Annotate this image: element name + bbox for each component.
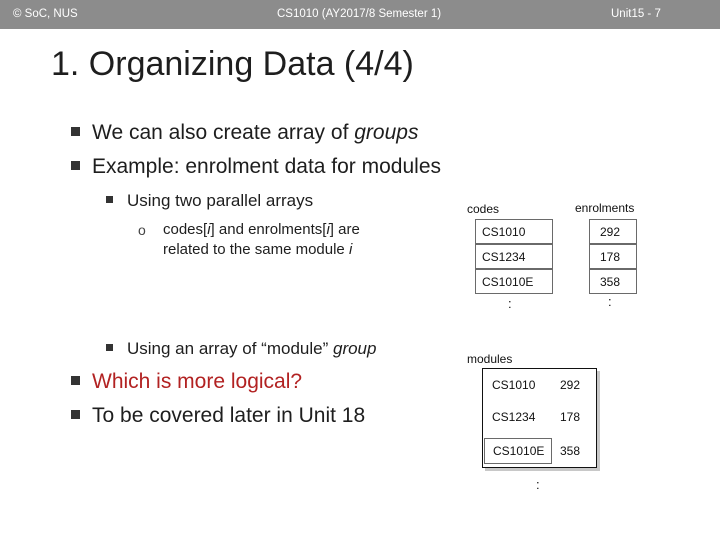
bullet-array-of-groups <box>71 121 418 145</box>
bullet-emphasis: groups <box>354 121 419 144</box>
bullet-text: Which is more logical? <box>92 370 303 393</box>
modules-code-2: CS1010E <box>484 438 552 464</box>
codes-cell-2: CS1010E <box>475 269 553 294</box>
copyright-text: © SoC, NUS <box>13 8 78 20</box>
square-bullet-icon <box>71 127 80 136</box>
modules-code-0: CS1010 <box>492 378 536 392</box>
square-bullet-icon <box>106 344 113 351</box>
square-bullet-icon <box>71 410 80 419</box>
bullet-example <box>71 155 441 179</box>
enrolments-cell-1: 178 <box>589 244 637 269</box>
modules-enrolment-2: 358 <box>560 444 581 458</box>
bullet-covered-later <box>71 404 365 428</box>
enrolments-cell-2: 358 <box>589 269 637 294</box>
slide-title: 1. Organizing Data (4/4) <box>51 45 414 83</box>
square-bullet-icon <box>71 161 80 170</box>
square-bullet-icon <box>106 196 113 203</box>
codes-ellipsis: : <box>508 296 512 311</box>
modules-enrolment-0: 292 <box>560 378 581 392</box>
enrolments-cell-0: 292 <box>589 219 637 244</box>
modules-array-label: modules <box>467 352 513 366</box>
modules-ellipsis: : <box>536 477 540 492</box>
codes-array-label: codes <box>467 202 500 216</box>
course-text: CS1010 (AY2017/8 Semester 1) <box>277 8 442 20</box>
codes-cell-0: CS1010 <box>475 219 553 244</box>
enrolments-ellipsis: : <box>608 294 612 309</box>
bullet-text: Using an array of “module” <box>127 339 333 358</box>
sub-bullet-related <box>138 220 360 260</box>
bullet-text: Using two parallel arrays <box>127 191 314 210</box>
codes-cell-1: CS1234 <box>475 244 553 269</box>
bullet-text: We can also create array of <box>92 121 355 144</box>
header-bar <box>0 0 720 29</box>
slide-number: Unit15 - 7 <box>611 8 661 20</box>
modules-code-1: CS1234 <box>492 410 536 424</box>
bullet-module-group <box>106 339 376 359</box>
bullet-emphasis: group <box>332 339 377 358</box>
enrolments-array-label: enrolments <box>575 201 635 215</box>
bullet-text: Example: enrolment data for modules <box>92 155 442 178</box>
bullet-which-logical <box>71 370 302 394</box>
circle-bullet-icon: o <box>138 222 146 238</box>
bullet-parallel-arrays <box>106 191 313 211</box>
square-bullet-icon <box>71 376 80 385</box>
sub-bullet-text: codes[i] and enrolments[i] are related to the same module i <box>163 221 360 258</box>
modules-enrolment-1: 178 <box>560 410 581 424</box>
bullet-text: To be covered later in Unit 18 <box>92 404 366 427</box>
